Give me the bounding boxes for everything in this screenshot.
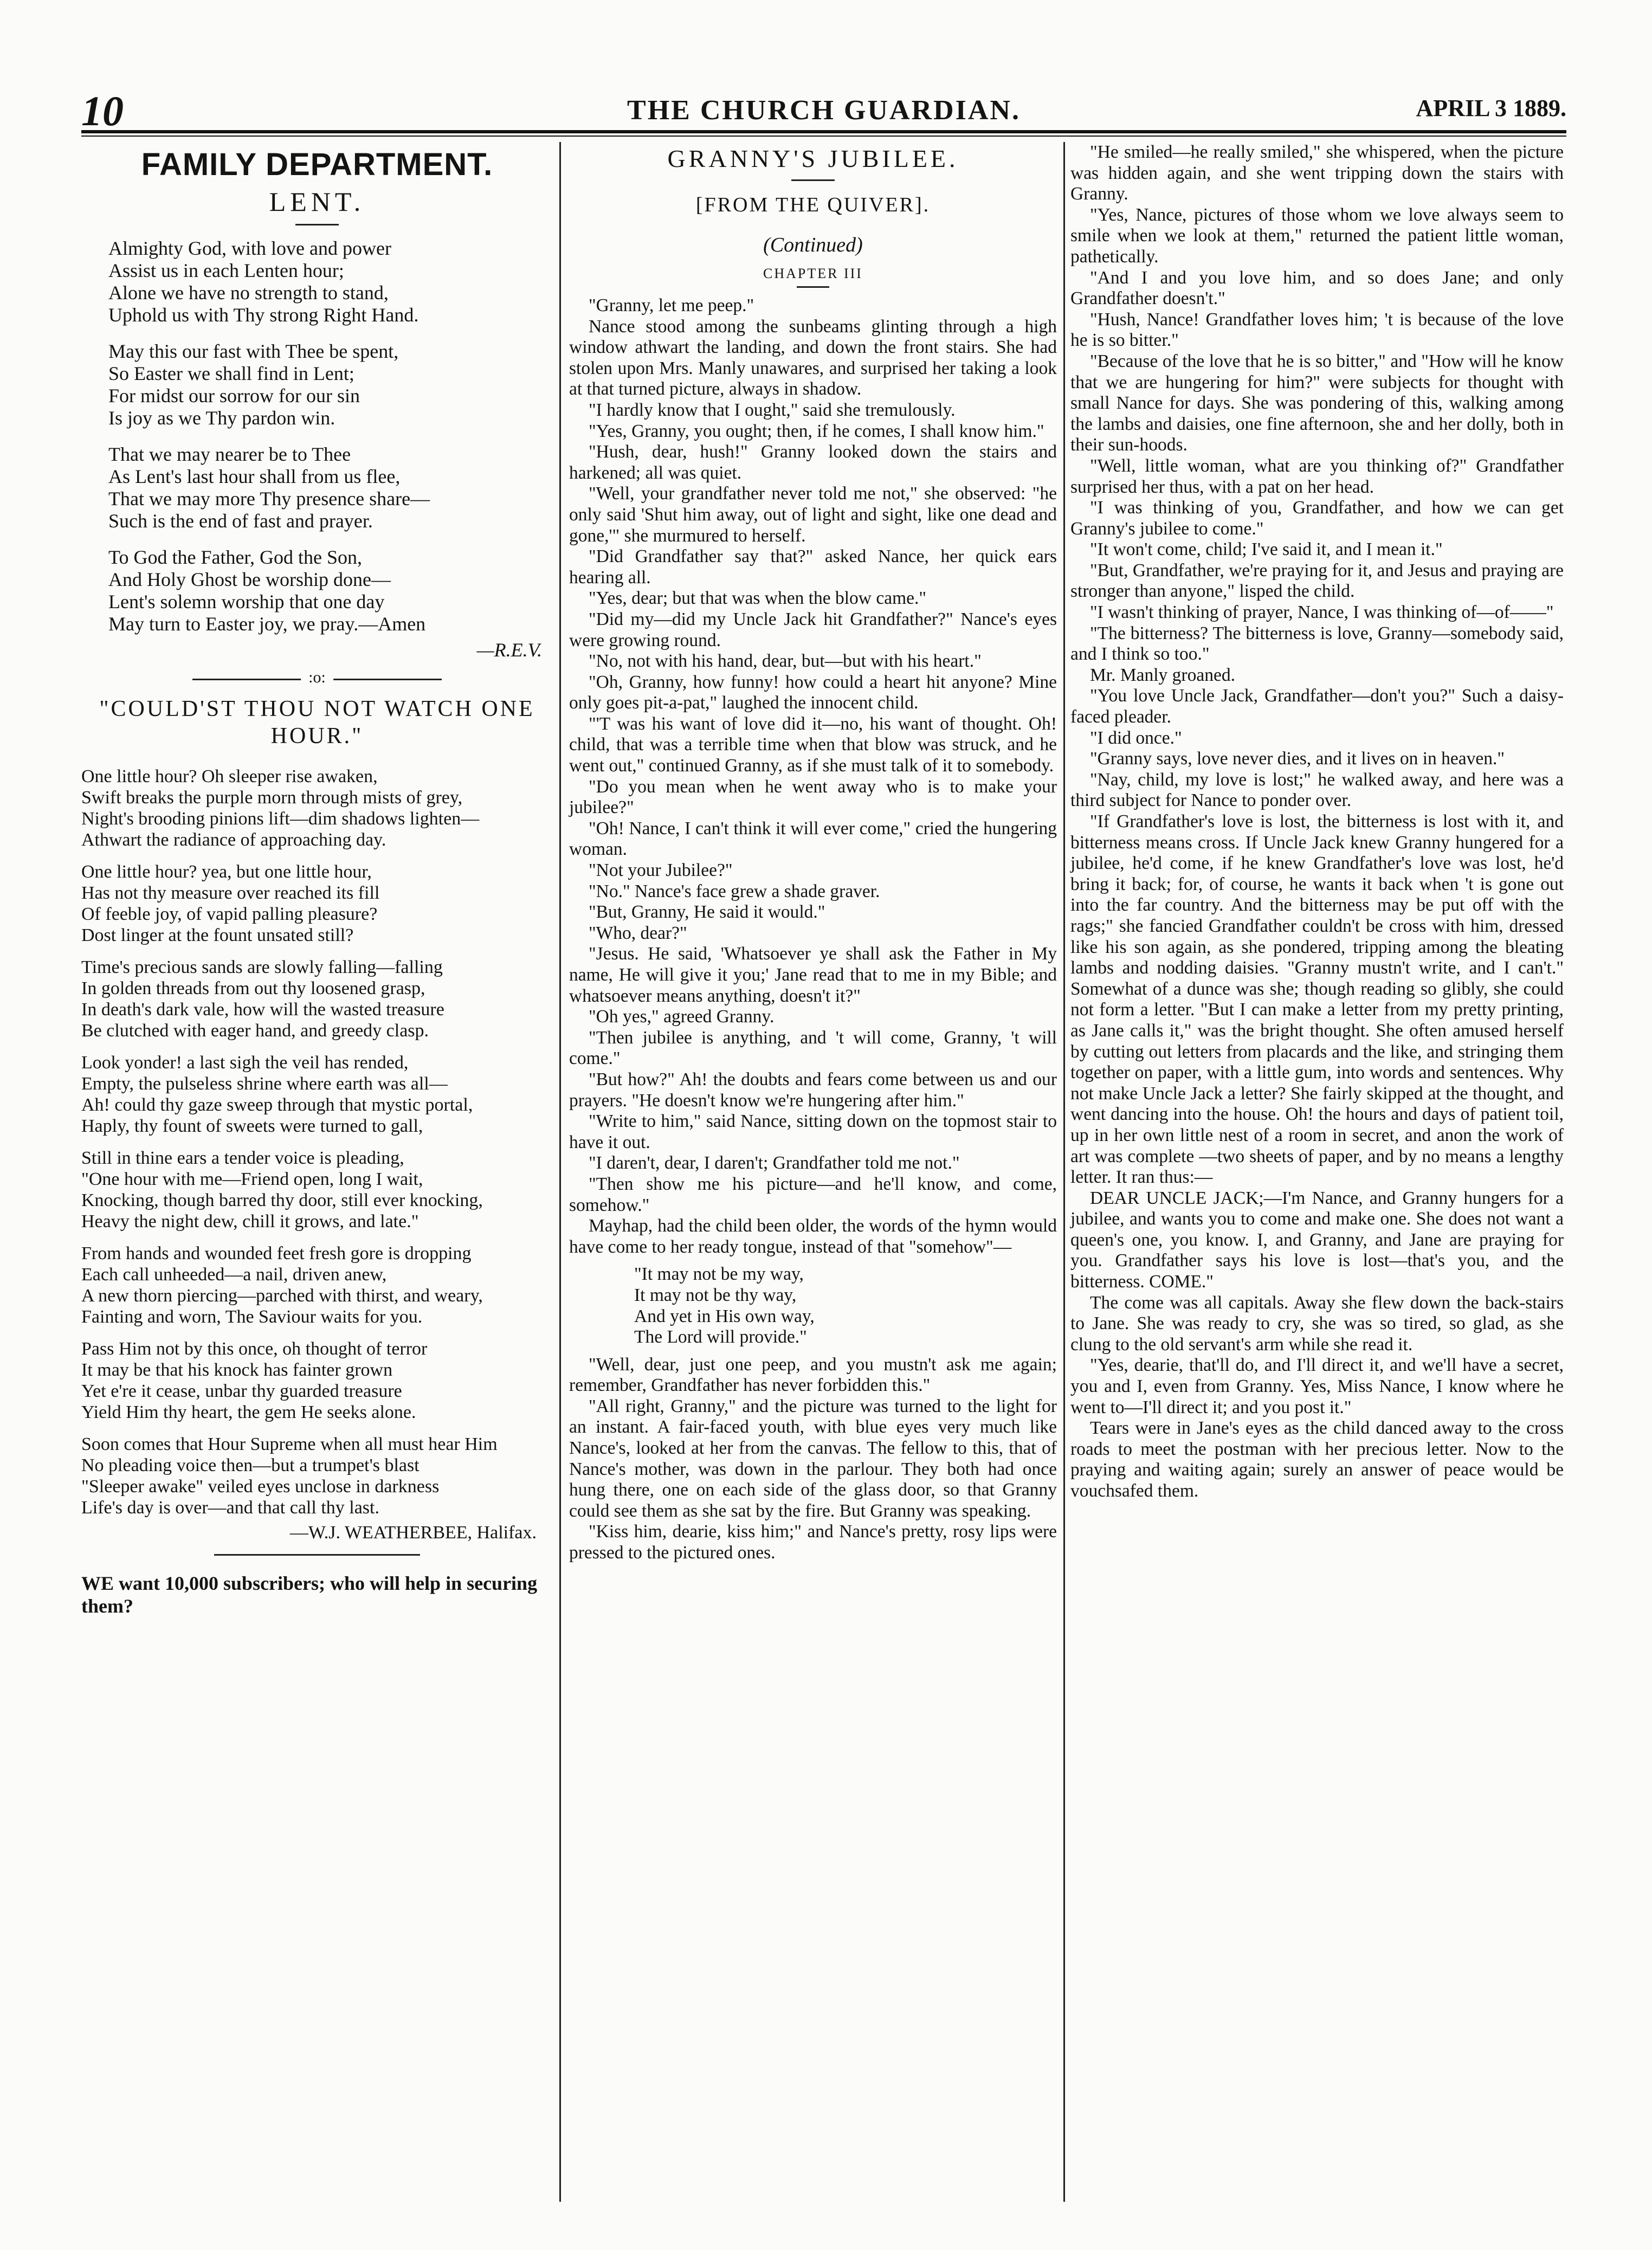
story-paragraph: "Granny says, love never dies, and it lives on in heaven.": [1090, 749, 1505, 769]
story-paragraph: "But how?" Ah! the doubts and fears come between us and our prayers. "He doesn't know we're hungering after him.": [569, 1069, 1057, 1111]
story-paragraph: "Then show me his picture—and he'll know, and come, somehow.": [569, 1174, 1057, 1215]
poem-line: Ah! could thy gaze sweep through that mystic portal,: [81, 1095, 473, 1115]
poem-line: Be clutched with eager hand, and greedy clasp.: [81, 1021, 429, 1041]
story-paragraph: "Who, dear?": [589, 923, 687, 943]
poem-lent-body: [81, 237, 553, 635]
story-paragraph: "Kiss him, dearie, kiss him;" and Nance's pretty, rosy lips were pressed to the pictured ones.: [569, 1522, 1057, 1563]
poem-line: In golden threads from out thy loosened grasp,: [81, 978, 425, 998]
poem-line: A new thorn piercing—parched with thirst, and weary,: [81, 1286, 483, 1306]
poem-line: Time's precious sands are slowly falling—falling: [81, 957, 443, 977]
story-paragraph: "But, Granny, He said it would.": [589, 902, 825, 923]
poem-line: Life's day is over—and that call thy last.: [81, 1498, 379, 1518]
page-number: 10: [81, 87, 124, 134]
stanza-gap: [81, 1327, 553, 1338]
nance-letter: DEAR UNCLE JACK;—I'm Nance, and Granny hungers for a jubilee, and wants you to come and make one. She does not want a queen's one, you know. I, and Granny, and Jane are praying for you. Grandfather says his love is lost—that's you, and the bitterness. COME.": [1070, 1188, 1564, 1292]
column-1: [81, 142, 553, 1617]
story-paragraph: "Nay, child, my love is lost;" he walked away, and here was a third subject for Nance to ponder over.: [1070, 769, 1564, 811]
poem-stanza: May this our fast with Thee be spent, So Easter we shall find in Lent; For midst our sorrow for our sin Is joy as we Thy pardon win.: [108, 340, 399, 429]
poem-line: One little hour? yea, but one little hour,: [81, 862, 372, 882]
story-paragraph: "Oh, Granny, how funny! how could a heart hit anyone? Mine only goes pit-a-pat," laughed the innocent child.: [569, 672, 1057, 713]
story-closing-body: [1070, 1293, 1564, 1502]
poem-line: Of feeble joy, of vapid palling pleasure?: [81, 904, 378, 924]
stanza-gap: [81, 850, 553, 861]
story-paragraph: Mr. Manly groaned.: [1090, 665, 1235, 685]
ornament-text: :o:: [301, 668, 333, 687]
story-paragraph: "Oh! Nance, I can't think it will ever come," cried the hungering woman.: [569, 818, 1057, 860]
story-title: GRANNY'S JUBILEE.: [667, 145, 959, 172]
story-paragraph: "Do you mean when he went away who is to make your jubilee?": [569, 776, 1057, 818]
story-paragraph: "'T was his want of love did it—no, his want of thought. Oh! child, that was a terrible time when that blow was struck, and he went out," continued Granny, as if she must talk of it to somebody.: [569, 713, 1057, 776]
story-paragraph: "Yes, dear; but that was when the blow came.": [589, 588, 927, 609]
story-paragraph: "Not your Jubilee?": [589, 860, 733, 881]
poem-line: It may be that his knock has fainter grown: [81, 1360, 393, 1380]
story-paragraph: "You love Uncle Jack, Grandfather—don't you?" Such a daisy-faced pleader.: [1070, 686, 1564, 727]
story-paragraph: "I hardly know that I ought," said she tremulously.: [589, 399, 956, 420]
story-paragraph: "I daren't, dear, I daren't; Grandfather told me not.": [589, 1153, 960, 1174]
hymn-verse: "It may not be my way, It may not be thy way, And yet in His own way, The Lord will provide.": [634, 1264, 815, 1348]
story-paragraph: "Because of the love that he is so bitter," and "How will he know that we are hungering for him?" were subjects for thought with small Nance for days. She was pondering of this, walking among the lambs and daisies, one fine afternoon, she and her dolly, both in their sun-hoods.: [1070, 351, 1564, 455]
story-paragraph: "Then jubilee is anything, and 't will come, Granny, 't will come.": [569, 1027, 1057, 1069]
stanza-gap: [81, 1232, 553, 1243]
header-rule: [81, 130, 1566, 137]
story-paragraph: "Write to him," said Nance, sitting down on the topmost stair to have it out.: [569, 1111, 1057, 1152]
story-body-part-1: [569, 295, 1057, 1258]
poem-stanza: That we may nearer be to Thee As Lent's last hour shall from us flee, That we may more Thy presence share— Such is the end of fast and prayer.: [108, 443, 430, 532]
story-paragraph: "And I and you love him, and so does Jane; and only Grandfather doesn't.": [1070, 267, 1564, 309]
poem-line: Knocking, though barred thy door, still ever knocking,: [81, 1190, 483, 1210]
story-paragraph: "I was thinking of you, Grandfather, and how we can get Granny's jubilee to come.": [1070, 498, 1564, 539]
story-body-part-2: [569, 1355, 1057, 1564]
poem-line: Each call unheeded—a nail, driven anew,: [81, 1265, 387, 1285]
stanza-gap: [81, 946, 553, 957]
poem-author: —W.J. WEATHERBEE, Halifax.: [289, 1523, 537, 1543]
poem-line: Empty, the pulseless shrine where earth was all—: [81, 1074, 448, 1094]
poem-line: Has not thy measure over reached its fill: [81, 883, 380, 903]
poem-stanza: To God the Father, God the Son, And Holy Ghost be worship done— Lent's solemn worship that one day May turn to Easter joy, we pray.—Amen: [108, 546, 426, 635]
story-paragraph: "If Grandfather's love is lost, the bitterness is lost with it, and bitterness means cross. If Uncle Jack knew Granny hungered for a jubilee, he'd come, if he knew Grandfather's love was lost, he'd bring it back; for, of course, he wants it back when 't is gone out into the far country. And the bitterness may be put off with the rags;" she fancied Grandfather couldn't be cross with him, dressed like his son again, as she pondered, tripping among the bleating lambs and nodding daisies. "Granny mustn't write, and I can't." Somewhat of a dunce was she; though reading so glibly, she could not form a letter. "But I can make a letter from my pretty printing, as Jane calls it," was the bright thought. She often amused herself by cutting out letters from placards and the like, and stringing them together on paper, with a little gum, into words and sentences. Why not make Uncle Jack a letter? She fairly skipped at the thought, and went dancing into the house. Oh! the hours and days of patient toil, up in her own little nest of a room in secret, and anon the work of art was complete —two sheets of paper, and by no means a lengthy letter. It ran thus:—: [1070, 811, 1564, 1188]
story-paragraph: "All right, Granny," and the picture was turned to the light for an instant. A fair-faced youth, with blue eyes very much like Nance's, looked at her from the canvas. The fellow to this, that of Nance's mother, was down in the parlour. They both had once hung there, one on each side of the glass door, so that Granny could see them as she sat by the fire. But Granny was speaking.: [569, 1396, 1057, 1521]
story-paragraph: "Yes, Granny, you ought; then, if he comes, I shall know him.": [589, 421, 1044, 441]
stanza-gap: [81, 1041, 553, 1052]
column-rule-1: [559, 142, 561, 2202]
poem-line: Swift breaks the purple morn through mists of grey,: [81, 788, 463, 808]
poem-line: "Sleeper awake" veiled eyes unclose in darkness: [81, 1477, 440, 1497]
poem-line: Heavy the night dew, chill it grows, and late.": [81, 1211, 419, 1232]
section-heading: FAMILY DEPARTMENT.: [141, 147, 493, 182]
poem-line: Fainting and worn, The Saviour waits for you.: [81, 1307, 423, 1327]
poem-line: Yet e're it cease, unbar thy guarded treasure: [81, 1381, 402, 1401]
poem-line: Night's brooding pinions lift—dim shadows lighten—: [81, 809, 480, 829]
poem-line: Yield Him thy heart, the gem He seeks alone.: [81, 1402, 416, 1422]
poem-attribution: —R.E.V.: [476, 639, 542, 661]
poem-line: No pleading voice then—but a trumpet's blast: [81, 1455, 420, 1475]
chapter-label: CHAPTER III: [763, 266, 863, 281]
poem-title-watch: "COULD'ST THOU NOT WATCH ONE HOUR.": [99, 697, 535, 749]
story-paragraph: "Well, little woman, what are you thinking of?" Grandfather surprised her thus, with a pat on her head.: [1070, 455, 1564, 497]
poem-line: In death's dark vale, how will the wasted treasure: [81, 1000, 444, 1020]
stanza-gap: [81, 1137, 553, 1147]
story-paragraph: "But, Grandfather, we're praying for it, and Jesus and praying are stronger than anyone," lisped the child.: [1070, 560, 1564, 602]
story-continued-body: [1070, 142, 1564, 1188]
stanza-gap: [81, 1423, 553, 1434]
story-paragraph: The come was all capitals. Away she flew down the back-stairs to Jane. She was ready to cry, she was so tired, so glad, as she clung to the old servant's arm while she read it.: [1070, 1292, 1564, 1355]
continued-label: (Continued): [763, 234, 863, 256]
column-rule-2: [1063, 142, 1065, 2202]
story-paragraph: Mayhap, had the child been older, the words of the hymn would have come to her ready tongue, instead of that "somehow"—: [569, 1216, 1057, 1257]
poem-line: One little hour? Oh sleeper rise awaken,: [81, 766, 378, 786]
poem-stanza: Almighty God, with love and power Assist us in each Lenten hour; Alone we have no strength to stand, Uphold us with Thy strong Right Hand.: [108, 237, 419, 326]
issue-date: APRIL 3 1889.: [1416, 95, 1566, 121]
story-paragraph: "Well, dear, just one peep, and you mustn't ask me again; remember, Grandfather has never forbidden this.": [569, 1354, 1057, 1396]
story-paragraph: "Yes, dearie, that'll do, and I'll direct it, and we'll have a secret, you and I, even from Granny. Yes, Miss Nance, I know where he went to—I'll direct it; and you post it.": [1070, 1355, 1564, 1417]
story-paragraph: "Oh yes," agreed Granny.: [589, 1007, 775, 1027]
page-header: [81, 87, 1566, 136]
title-dash: [295, 224, 339, 225]
title-dash: [791, 179, 835, 181]
story-paragraph: "He smiled—he really smiled," she whispered, when the picture was hidden again, and she went tripping down the stairs with Granny.: [1070, 142, 1564, 204]
ornament-divider: [192, 668, 442, 686]
poem-line: Look yonder! a last sigh the veil has rended,: [81, 1053, 409, 1073]
story-paragraph: "Yes, Nance, pictures of those whom we love always seem to smile when we look at them," returned the patient little woman, pathetically.: [1070, 204, 1564, 267]
story-paragraph: "I wasn't thinking of prayer, Nance, I was thinking of—of——": [1090, 602, 1554, 623]
story-paragraph: "Did my—did my Uncle Jack hit Grandfather?" Nance's eyes were growing round.: [569, 609, 1057, 650]
poem-line: Athwart the radiance of approaching day.: [81, 830, 386, 850]
newspaper-title: THE CHURCH GUARDIAN.: [627, 95, 1021, 126]
chapter-dash: [797, 286, 829, 288]
story-paragraph: "Well, your grandfather never told me not," she observed: "he only said 'Shut him away, out of light and sight, like one dead and gone,'" she murmured to herself.: [569, 483, 1057, 546]
story-paragraph: Nance stood among the sunbeams glinting through a high window athwart the landing, and down the front stairs. She had stolen upon Mrs. Manly unawares, and surprised her taking a look at that turned picture, always in shadow.: [569, 316, 1057, 399]
story-paragraph: "It won't come, child; I've said it, and I mean it.": [1090, 539, 1443, 560]
story-paragraph: "Hush, Nance! Grandfather loves him; 't is because of the love he is so bitter.": [1070, 309, 1564, 351]
poem-line: Dost linger at the fount unsated still?: [81, 925, 354, 945]
poem-line: From hands and wounded feet fresh gore is dropping: [81, 1243, 472, 1263]
story-paragraph: "No, not with his hand, dear, but—but with his heart.": [589, 651, 982, 672]
poem-watch-body: [81, 766, 553, 1518]
story-source: [FROM THE QUIVER].: [695, 194, 931, 216]
poem-line: Soon comes that Hour Supreme when all must hear Him: [81, 1434, 498, 1454]
column-3: [1070, 142, 1564, 1502]
poem-line: "One hour with me—Friend open, long I wait,: [81, 1169, 423, 1189]
story-paragraph: "Jesus. He said, 'Whatsoever ye shall ask the Father in My name, He will give it you;' Jane read that to me in my Bible; and whatsoever means anything, doesn't it?": [569, 944, 1057, 1006]
poem-line: Still in thine ears a tender voice is pleading,: [81, 1148, 404, 1168]
column-2: [569, 142, 1057, 1564]
subscriber-notice: WE want 10,000 subscribers; who will help in securing them?: [81, 1572, 538, 1617]
poem-line: Haply, thy fount of sweets were turned to gall,: [81, 1116, 423, 1136]
poem-line: Pass Him not by this once, oh thought of terror: [81, 1339, 428, 1359]
story-paragraph: "The bitterness? The bitterness is love, Granny—somebody said, and I think so too.": [1070, 623, 1564, 665]
story-paragraph: "I did once.": [1090, 727, 1182, 748]
poem-title-lent: LENT.: [269, 186, 365, 217]
story-paragraph: "Did Grandfather say that?" asked Nance, her quick ears hearing all.: [569, 546, 1057, 588]
divider-rule: [214, 1554, 420, 1556]
story-paragraph: Tears were in Jane's eyes as the child danced away to the cross roads to meet the postman with her precious letter. Now to the praying and waiting again; surely an answer of peace would be vouchsafed them.: [1070, 1418, 1564, 1501]
story-paragraph: "No." Nance's face grew a shade graver.: [589, 881, 880, 901]
story-paragraph: "Granny, let me peep.": [589, 295, 754, 315]
story-paragraph: "Hush, dear, hush!" Granny looked down the stairs and harkened; all was quiet.: [569, 442, 1057, 483]
